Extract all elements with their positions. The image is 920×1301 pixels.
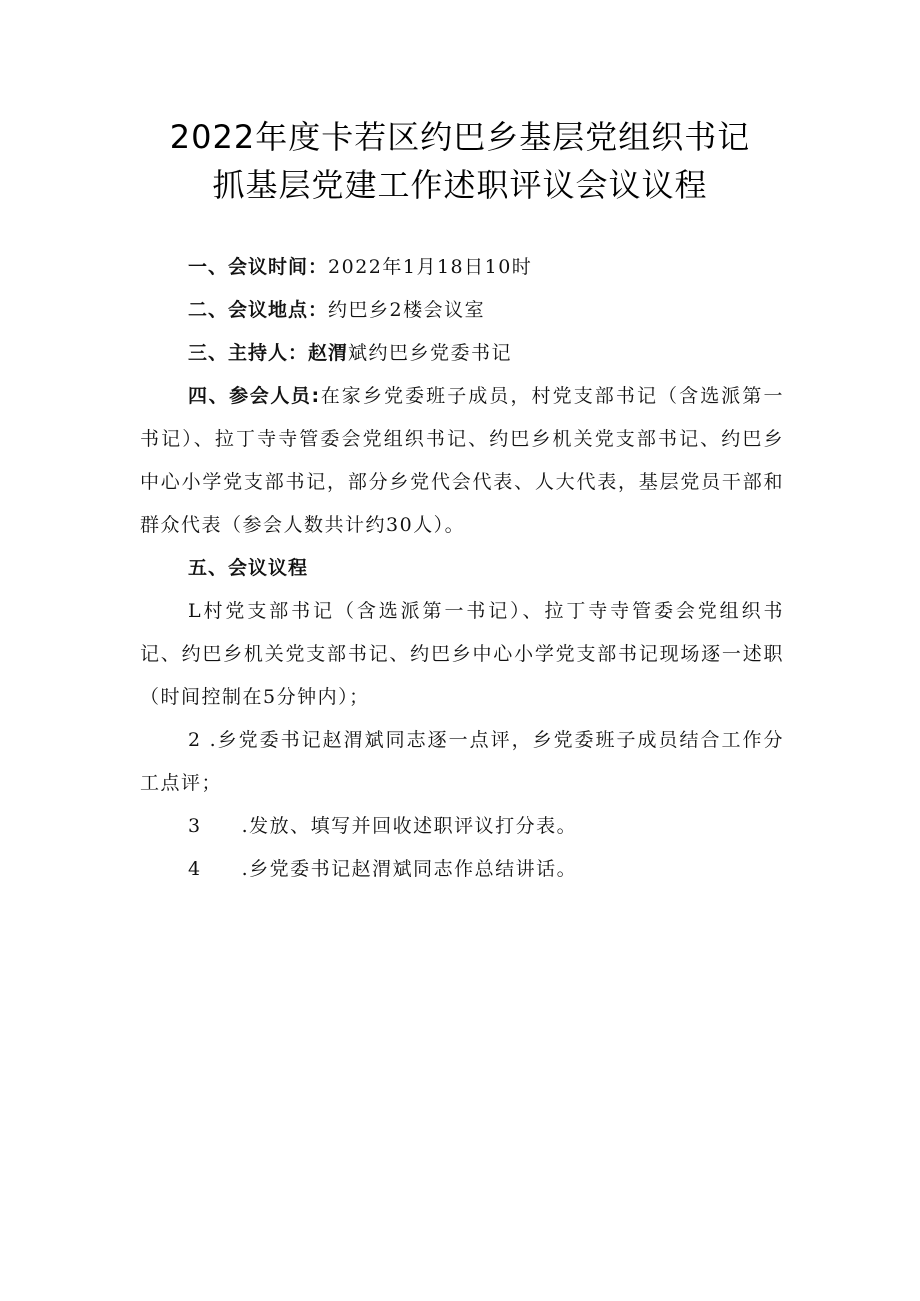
meeting-attendees-paragraph (140, 375, 784, 547)
meeting-place-label: 二、会议地点： (188, 299, 329, 321)
agenda-item-3-text: .发放、填写并回收述职评议打分表。 (241, 815, 578, 837)
meeting-time-value: 2022年1月18日10时 (328, 256, 533, 278)
meeting-host-value: 斌约巴乡党委书记 (348, 342, 513, 364)
agenda-item-3 (140, 805, 784, 848)
agenda-heading: 五、会议议程 (188, 557, 309, 579)
meeting-host-label: 三、主持人：赵渭 (188, 342, 349, 364)
meeting-host-paragraph (140, 332, 784, 375)
agenda-item-4-text: .乡党委书记赵渭斌同志作总结讲话。 (241, 858, 578, 880)
agenda-item-4 (140, 848, 784, 891)
agenda-heading-paragraph (140, 547, 784, 590)
agenda-item-2-number: 2 (188, 729, 202, 751)
document-body (140, 246, 784, 891)
meeting-attendees-value: 在家乡党委班子成员，村党支部书记（含选派第一书记）、拉丁寺寺管委会党组织书记、约巴乡机关党支部书记、约巴乡中心小学党支部书记，部分乡党代会代表、人大代表，基层党员干部和群众代表（参会人数共计约30人）。 (140, 385, 784, 536)
agenda-item-4-number: 4 (188, 858, 202, 880)
agenda-item-1-text: 村党支部书记（含选派第一书记）、拉丁寺寺管委会党组织书记、约巴乡机关党支部书记、约巴乡中心小学党支部书记现场逐一述职（时间控制在5分钟内）； (140, 600, 784, 708)
agenda-item-1-number: L (188, 600, 203, 622)
meeting-time-paragraph (140, 246, 784, 289)
meeting-place-value: 约巴乡2楼会议室 (328, 299, 486, 321)
meeting-attendees-label: 四、参会人员: (188, 385, 321, 407)
agenda-item-2 (140, 719, 784, 805)
agenda-item-2-text: .乡党委书记赵渭斌同志逐一点评，乡党委班子成员结合工作分工点评； (140, 729, 785, 794)
document-title-line-1: 2022年度卡若区约巴乡基层党组织书记 (169, 118, 751, 156)
agenda-item-1 (140, 590, 784, 719)
document-title-line-2: 抓基层党建工作述职评议会议议程 (212, 166, 708, 204)
agenda-item-3-number: 3 (188, 815, 202, 837)
meeting-time-label: 一、会议时间： (188, 256, 329, 278)
meeting-place-paragraph (140, 289, 784, 332)
